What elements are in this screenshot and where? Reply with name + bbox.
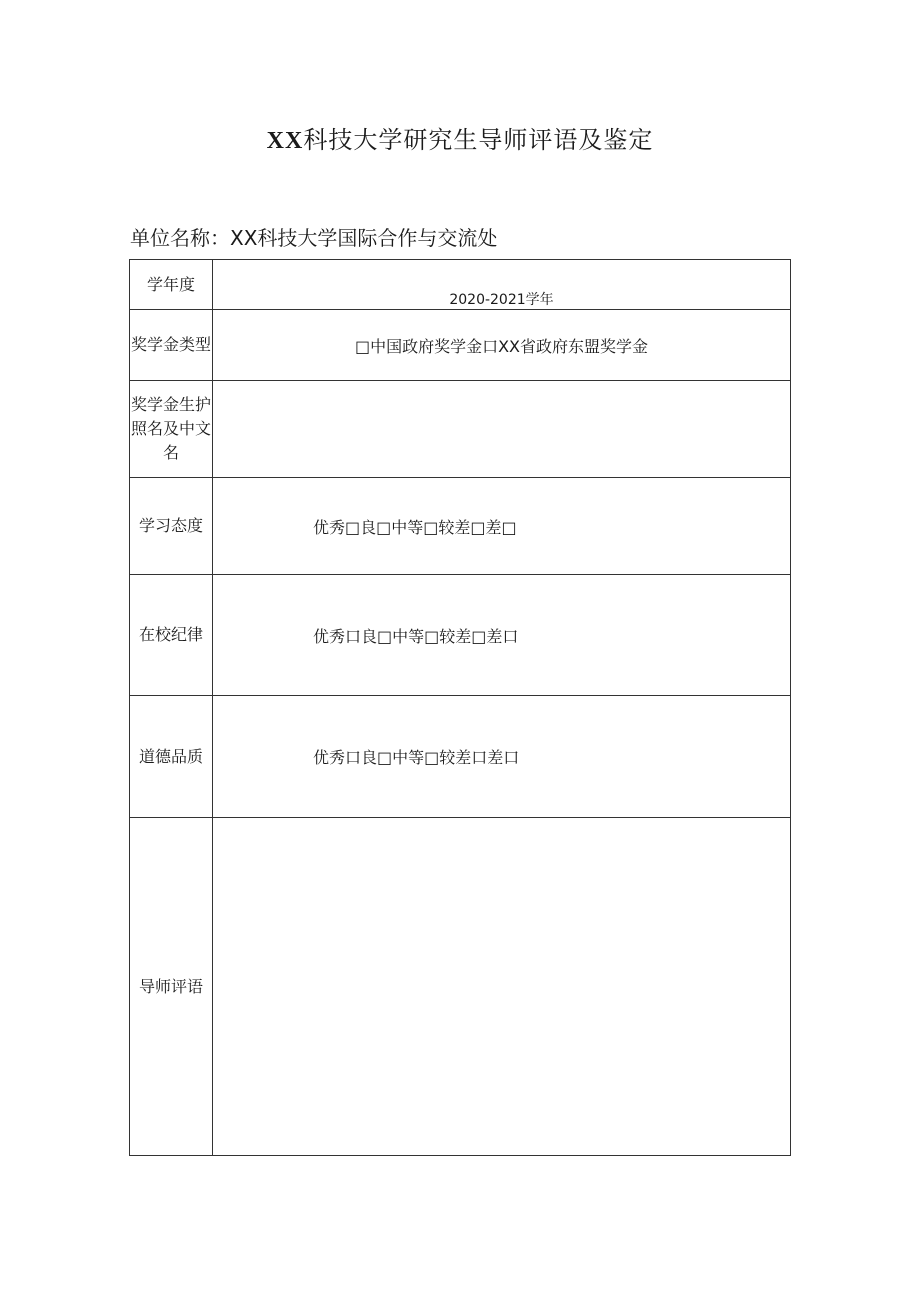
form-row-moral-character: [130, 696, 791, 818]
label-school-discipline: 在校纪律: [130, 575, 213, 696]
label-academic-year: 学年度: [130, 260, 213, 310]
label-student-name: 奖学金生护照名及中文名: [130, 381, 213, 478]
value-scholarship-type[interactable]: □中国政府奖学金口XX省政府东盟奖学金: [213, 310, 791, 381]
unit-name-line: 单位名称：XX科技大学国际合作与交流处: [130, 226, 498, 250]
value-study-attitude-options[interactable]: 优秀□良□中等□较差□差□: [213, 478, 791, 575]
document-title: [0, 120, 920, 155]
form-row-student-name: [130, 381, 791, 478]
value-moral-character-options[interactable]: 优秀口良□中等□较差口差口: [213, 696, 791, 818]
label-supervisor-comments: 导师评语: [130, 818, 213, 1156]
value-school-discipline-options[interactable]: 优秀口良□中等□较差□差口: [213, 575, 791, 696]
form-row-scholarship-type: [130, 310, 791, 381]
value-academic-year: 2020-2021学年: [213, 260, 791, 310]
form-row-school-discipline: [130, 575, 791, 696]
label-scholarship-type: 奖学金类型: [130, 310, 213, 381]
evaluation-form-table: [129, 259, 791, 1156]
form-row-academic-year: [130, 260, 791, 310]
label-moral-character: 道德品质: [130, 696, 213, 818]
form-row-study-attitude: [130, 478, 791, 575]
document-title-text: 科技大学研究生导师评语及鉴定: [303, 126, 654, 154]
document-title-prefix: XX: [266, 128, 304, 154]
label-study-attitude: 学习态度: [130, 478, 213, 575]
form-row-supervisor-comments: [130, 818, 791, 1156]
value-student-name-field[interactable]: [213, 381, 791, 478]
value-supervisor-comments-field[interactable]: [213, 818, 791, 1156]
